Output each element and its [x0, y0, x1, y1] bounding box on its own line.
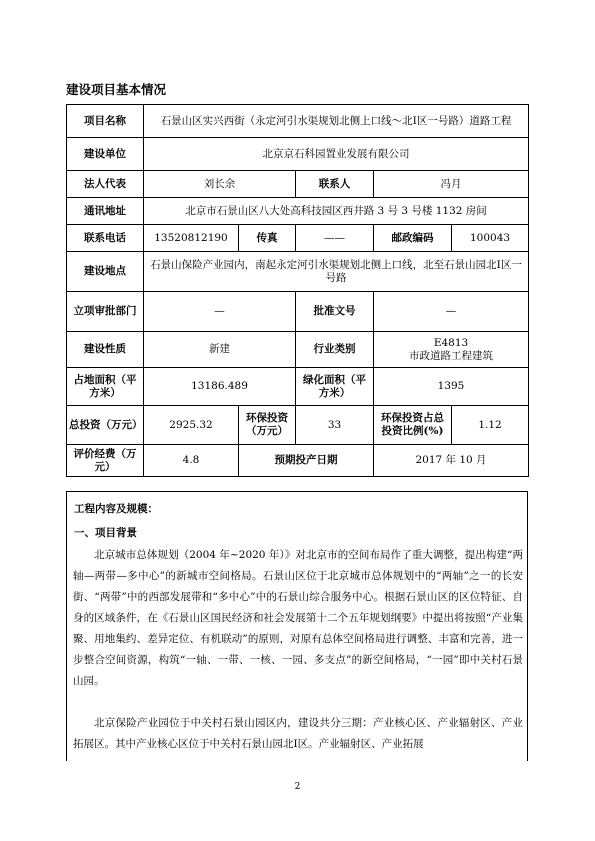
postcode-label: 邮政编码: [374, 225, 452, 252]
op-date-label: 预期投产日期: [239, 445, 374, 477]
total-investment-value: 2925.32: [144, 406, 239, 445]
project-name-value: 石景山区实兴西街（永定河引水渠规划北侧上口线～北Ⅰ区一号路）道路工程: [144, 105, 529, 138]
project-name-label: 项目名称: [67, 105, 144, 138]
env-ratio-value: 1.12: [452, 406, 529, 445]
nature-value: 新建: [144, 332, 296, 368]
eval-fee-label: 评价经费（万元）: [67, 445, 144, 477]
eval-fee-value: 4.8: [144, 445, 239, 477]
legal-rep-label: 法人代表: [67, 171, 144, 198]
fax-value: ——: [296, 225, 374, 252]
phone-value: 13520812190: [144, 225, 239, 252]
contact-label: 联系人: [296, 171, 374, 198]
green-area-label: 绿化面积（平方米）: [296, 368, 374, 406]
address-value: 北京市石景山区八大处高科技园区西井路 3 号 3 号楼 1132 房间: [144, 198, 529, 225]
builder-value: 北京京石科园置业发展有限公司: [144, 138, 529, 171]
industry-name: 市政道路工程建筑: [409, 349, 494, 362]
approval-dept-value: —: [144, 292, 296, 332]
nature-label: 建设性质: [67, 332, 144, 368]
industry-value: [374, 332, 529, 368]
location-value: 石景山保险产业园内，南起永定河引水渠规划北侧上口线，北至石景山园北Ⅰ区一号路: [144, 252, 529, 292]
industry-label: 行业类别: [296, 332, 374, 368]
content-heading: 工程内容及规模：: [74, 503, 158, 515]
section-heading-background: 一、项目背景: [74, 527, 137, 539]
approval-dept-label: 立项审批部门: [67, 292, 144, 332]
green-area-value: 1395: [374, 368, 529, 406]
industry-code: E4813: [433, 336, 469, 349]
env-ratio-label: 环保投资占总投资比例(%): [374, 406, 452, 445]
page-title: 建设项目基本情况: [66, 82, 167, 97]
approval-no-value: —: [374, 292, 529, 332]
project-content-box: [66, 491, 528, 761]
page-number: 2: [294, 782, 301, 792]
total-investment-label: 总投资（万元）: [67, 406, 144, 445]
approval-no-label: 批准文号: [296, 292, 374, 332]
fax-label: 传真: [239, 225, 296, 252]
op-date-value: 2017 年 10 月: [374, 445, 529, 477]
postcode-value: 100043: [452, 225, 529, 252]
project-info-table: [66, 104, 529, 477]
area-label: 占地面积（平方米）: [67, 368, 144, 406]
area-value: 13186.489: [144, 368, 296, 406]
background-paragraph-2: 北京保险产业园位于中关村石景山园区内，建设共分三期：产业核心区、产业辐射区、产业拓展区。其中产业核心区位于中关村石景山园北Ⅰ区。产业辐射区、产业拓展: [73, 717, 523, 750]
background-paragraph-1: 北京城市总体规划（2004 年~2020 年）》对北京市的空间布局作了重大调整，提出构建“两轴—两带—多中心”的新城市空间格局。石景山区位于北京城市总体规划中的“两轴”之一的长安街、“两带”中的西部发展带和“多中心”中的石景山综合服务中心。根据石景山区的区位特征、自身的区域条件，在《石景山区国民经济和社会发展第十二个五年规划纲要》中提出将按照“产业集聚、用地集约、差异定位、有机联动”的原则，对原有总体空间格局进行调整、丰富和完善，进一步整合空间资源，构筑“一轴、一带、一核、一园、多支点”的新空间格局，“一园”即中关村石景山园。: [73, 549, 523, 687]
address-label: 通讯地址: [67, 198, 144, 225]
location-label: 建设地点: [67, 252, 144, 292]
builder-label: 建设单位: [67, 138, 144, 171]
env-investment-value: 33: [296, 406, 374, 445]
phone-label: 联系电话: [67, 225, 144, 252]
env-investment-label: 环保投资（万元）: [239, 406, 296, 445]
legal-rep-value: 刘长余: [144, 171, 296, 198]
contact-value: 冯月: [374, 171, 529, 198]
